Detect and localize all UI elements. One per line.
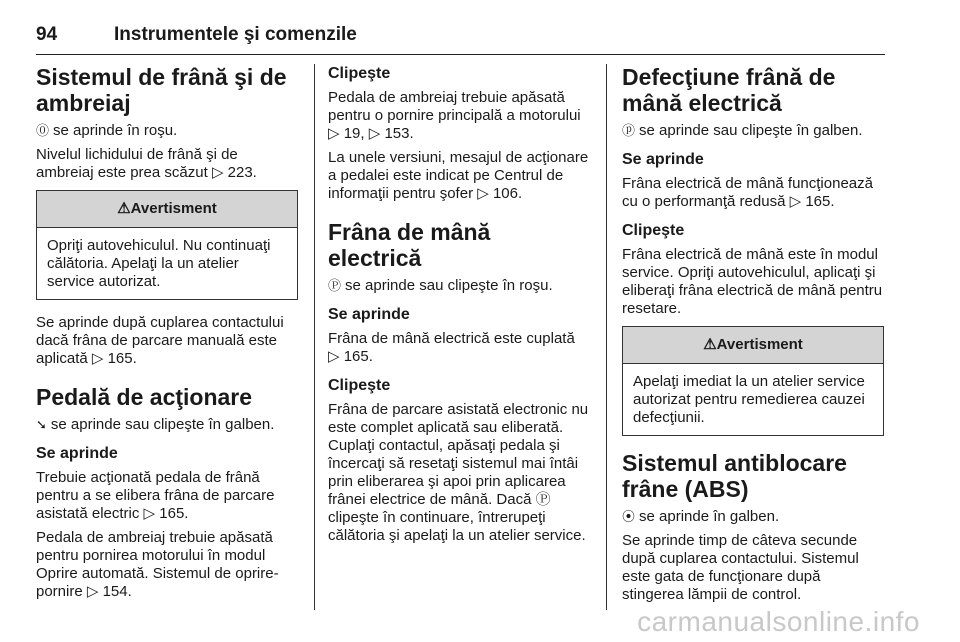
section-title-epb-fault: Defecţiune frână de mână electrică [622,64,836,116]
subheading: Clipeşte [328,377,391,394]
parking-brake-icon: Ⓟ [328,278,342,293]
reference-arrow-icon: ▷ [789,193,802,210]
reference-arrow-icon: ▷ [143,505,156,522]
warning-triangle-icon: ⚠ [703,336,717,353]
reference-arrow-icon: ▷ [477,185,489,202]
reference-arrow-icon: ▷ [328,348,340,365]
paragraph: Nivelul lichidului de frână şi de ambreiaj este prea scăzut ▷ 223. [36,146,257,181]
chapter-title: Instrumentele şi comenzile [114,24,357,45]
paragraph: ➘ se aprinde sau clipeşte în galben. [36,416,275,433]
paragraph: Se aprinde timp de câteva secunde după cuplarea contactului. Sistemul este gata de funcţionare după stingerea lămpii de control. [622,532,859,603]
warning-text: Opriţi autovehiculul. Nu continuaţi călătoria. Apelaţi la un atelier service autorizat. [47,237,271,290]
section-title-brake-clutch: Sistemul de frână şi de ambreiaj [36,64,287,116]
paragraph: ⓪ se aprinde în roşu. [36,122,178,139]
page-number: 94 [36,24,58,45]
warning-triangle-icon: ⚠ [117,200,131,217]
page-header [36,24,885,55]
reference-arrow-icon: ▷ [368,125,381,142]
paragraph: Trebuie acţionată pedala de frână pentru a se elibera frâna de parcare asistată electric ▷ 165. [36,469,275,522]
paragraph: Frâna electrică de mână funcţionează cu o performanţă redusă ▷ 165. [622,175,873,210]
subheading: Clipeşte [622,222,685,239]
column-3 [622,64,884,612]
parking-brake-fault-icon: ⓟ [622,123,636,138]
paragraph: Frâna electrică de mână este în modul service. Opriţi autovehiculul, aplicaţi şi eliberaţi frâna electrică de mână pentru resetare. [622,246,883,317]
column-divider [314,64,315,610]
column-divider [606,64,607,610]
warning-box [36,190,298,300]
parking-brake-icon: Ⓟ [535,491,551,508]
column-1 [36,64,298,612]
paragraph: Se aprinde după cuplarea contactului dacă frâna de parcare manuală este aplicată ▷ 165. [36,314,284,367]
paragraph: Frâna de mână electrică este cuplată ▷ 165. [328,330,575,365]
warning-box [622,326,884,436]
reference-arrow-icon: ▷ [91,350,104,367]
section-title-pedal: Pedală de acţionare [36,384,253,410]
warning-text: Apelaţi imediat la un atelier service autorizat pentru remedierea cauzei defecţiunii. [633,373,865,426]
subheading: Clipeşte [328,65,391,82]
section-title-abs: Sistemul antiblocare frâne (ABS) [622,450,847,502]
warning-header: ⚠Avertisment [623,327,883,364]
warning-header: ⚠Avertisment [37,191,297,228]
paragraph: ⓟ se aprinde sau clipeşte în galben. [622,122,863,139]
paragraph: ⦿ se aprinde în galben. [622,508,780,525]
paragraph: Pedala de ambreiaj trebuie apăsată pentru o pornire principală a motorului ▷ 19, ▷ 153. [328,89,581,142]
watermark: carmanualsonline.info [637,606,920,637]
column-2 [328,64,590,612]
reference-arrow-icon: ▷ [328,125,340,142]
paragraph: Frâna de parcare asistată electronic nu este complet aplicată sau eliberată. Cuplaţi contactul, apăsaţi pedala şi încercaţi să resetaţi sistemul mai întâi prin eliberarea şi apoi prin aplicarea frânei electrice de mână. Dacă Ⓟ clipeşte în continuare, întrerupeţi călătoria şi apelaţi la un atelier service. [328,401,589,544]
paragraph: Pedala de ambreiaj trebuie apăsată pentru pornirea motorului în modul Oprire automată. Sistemul de oprire-pornire ▷ 154. [36,529,279,600]
brake-indicator-icon: ⓪ [36,123,50,138]
reference-arrow-icon: ▷ [86,583,99,600]
subheading: Se aprinde [328,306,410,323]
reference-arrow-icon: ▷ [211,164,224,181]
paragraph: La unele versiuni, mesajul de acţionare a pedalei este indicat pe Centrul de informaţii pentru şofer ▷ 106. [328,149,589,202]
pedal-indicator-icon: ➘ [36,417,47,432]
section-title-electric-parking-brake: Frâna de mână electrică [328,219,491,271]
subheading: Se aprinde [36,445,118,462]
paragraph: Ⓟ se aprinde sau clipeşte în roşu. [328,277,553,294]
subheading: Se aprinde [622,151,704,168]
abs-icon: ⦿ [622,509,636,524]
